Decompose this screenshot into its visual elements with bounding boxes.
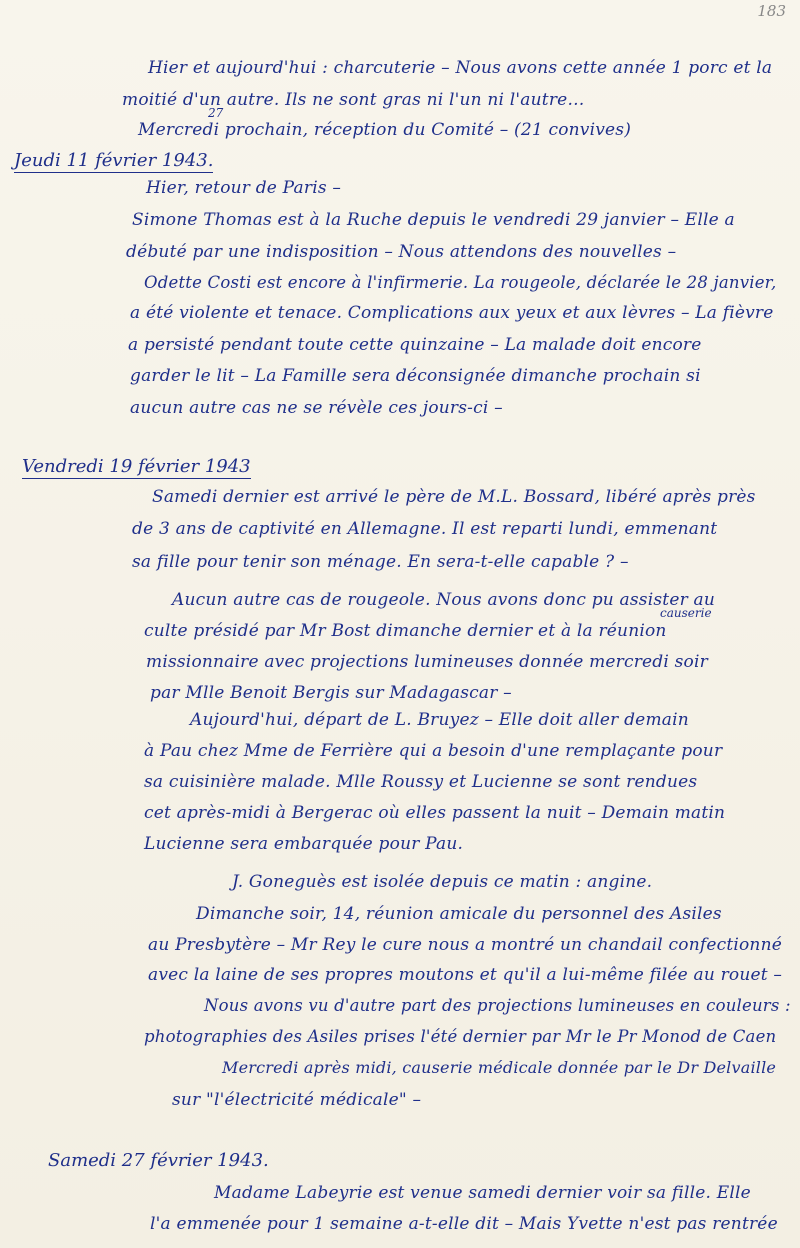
entry-line: culte présidé par Mr Bost dimanche dernier et à la réunion — [144, 621, 667, 641]
entry-line: au Presbytère – Mr Rey le cure nous a montré un chandail confectionné — [148, 935, 782, 955]
entry-line: cet après-midi à Bergerac où elles passent la nuit – Demain matin — [144, 803, 726, 823]
entry-line: par Mlle Benoit Bergis sur Madagascar – — [150, 683, 512, 703]
entry-line: Mercredi après midi, causerie médicale donnée par le Dr Delvaille — [222, 1058, 777, 1077]
entry-line: missionnaire avec projections lumineuses donnée mercredi soir — [146, 652, 708, 672]
entry-line: Hier, retour de Paris – — [146, 178, 342, 198]
entry-line: a été violente et tenace. Complications aux yeux et aux lèvres – La fièvre — [130, 303, 774, 323]
entry-line: Simone Thomas est à la Ruche depuis le vendredi 29 janvier – Elle a — [132, 210, 735, 230]
entry-line: J. Goneguès est isolée depuis ce matin : angine. — [232, 872, 653, 892]
entry-line: sur "l'électricité médicale" – — [172, 1090, 422, 1110]
entry-date: Jeudi 11 février 1943. — [14, 150, 214, 171]
entry-line: a persisté pendant toute cette quinzaine – La malade doit encore — [128, 335, 702, 355]
entry-line: débuté par une indisposition – Nous attendons des nouvelles – — [126, 242, 677, 262]
entry-line: Samedi dernier est arrivé le père de M.L. Bossard, libéré après près — [152, 487, 756, 507]
entry-line: garder le lit – La Famille sera déconsignée dimanche prochain si — [130, 366, 701, 386]
entry-line: à Pau chez Mme de Ferrière qui a besoin d'une remplaçante pour — [144, 741, 723, 761]
entry-line: Nous avons vu d'autre part des projections lumineuses en couleurs : — [204, 996, 791, 1015]
entry-line: aucun autre cas ne se révèle ces jours-ci – — [130, 398, 503, 418]
entry-line: Aujourd'hui, départ de L. Bruyez – Elle doit aller demain — [190, 710, 689, 730]
entry-line: Aucun autre cas de rougeole. Nous avons donc pu assister au — [172, 590, 715, 610]
entry-line: moitié d'un autre. Ils ne sont gras ni l'un ni l'autre… — [122, 90, 585, 110]
entry-line: sa fille pour tenir son ménage. En sera-t-elle capable ? – — [132, 552, 629, 572]
inserted-correction: 27 — [208, 106, 224, 120]
entry-line: sa cuisinière malade. Mlle Roussy et Lucienne se sont rendues — [144, 772, 698, 792]
entry-line: de 3 ans de captivité en Allemagne. Il est reparti lundi, emmenant — [132, 519, 718, 539]
entry-line: Lucienne sera embarquée pour Pau. — [144, 834, 464, 854]
entry-date: Samedi 27 février 1943. — [48, 1150, 269, 1171]
entry-line: Dimanche soir, 14, réunion amicale du personnel des Asiles — [196, 904, 722, 924]
entry-line: Hier et aujourd'hui : charcuterie – Nous avons cette année 1 porc et la — [148, 58, 773, 78]
entry-date: Vendredi 19 février 1943 — [22, 456, 251, 477]
entry-line: l'a emmenée pour 1 semaine a-t-elle dit – Mais Yvette n'est pas rentrée — [150, 1214, 778, 1234]
inserted-correction: causerie — [660, 606, 712, 620]
entry-line: Odette Costi est encore à l'infirmerie. La rougeole, déclarée le 28 janvier, — [144, 273, 777, 292]
entry-line: avec la laine de ses propres moutons et qu'il a lui-même filée au rouet – — [148, 965, 783, 985]
entry-line: Madame Labeyrie est venue samedi dernier voir sa fille. Elle — [214, 1183, 751, 1203]
entry-line: photographies des Asiles prises l'été dernier par Mr le Pr Monod de Caen — [144, 1027, 777, 1046]
entry-line: Mercredi prochain, réception du Comité – (21 convives) — [138, 120, 632, 140]
page-number: 183 — [757, 2, 786, 20]
